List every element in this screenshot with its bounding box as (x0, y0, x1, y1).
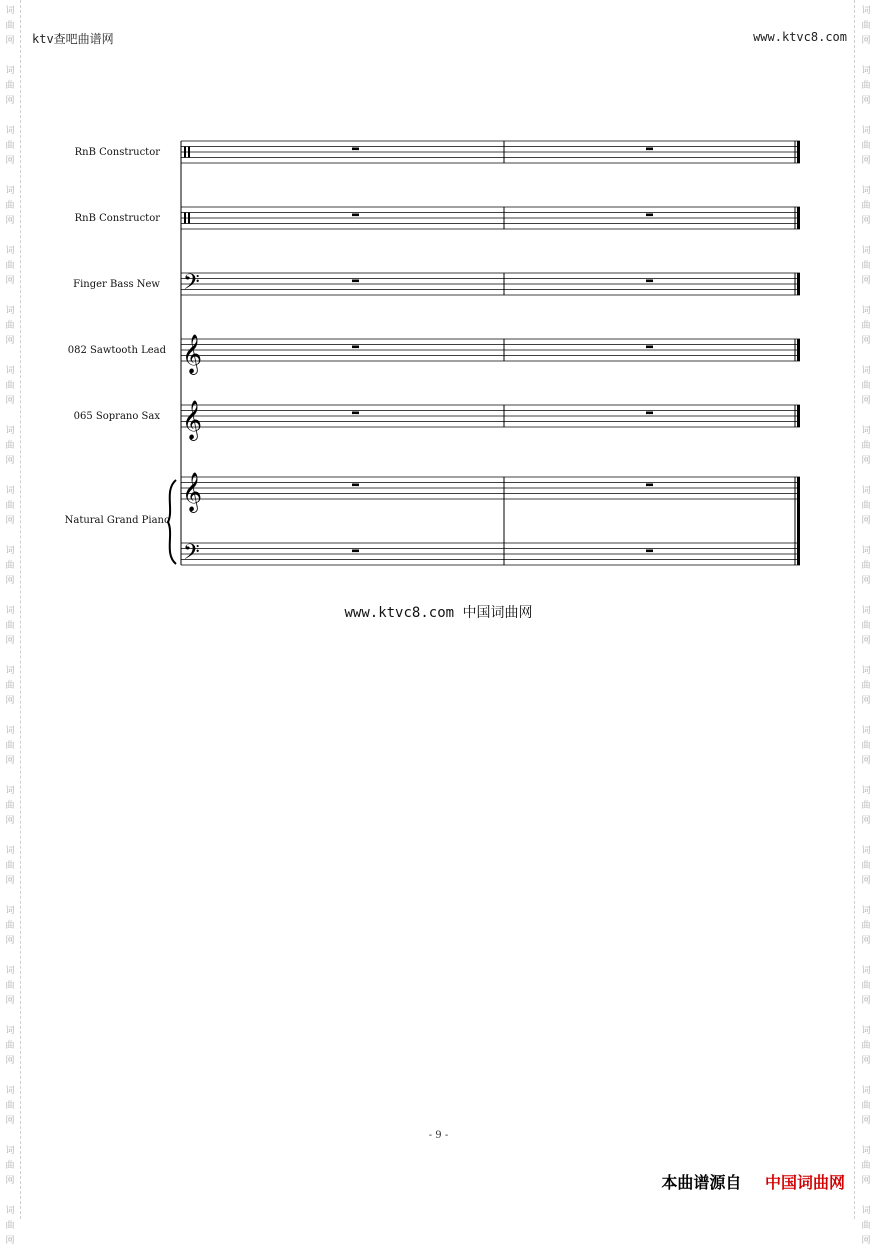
percussion-clef-icon (188, 147, 190, 158)
watermark-char: 曲 (5, 681, 15, 691)
watermark-char: 网 (861, 1236, 871, 1246)
whole-rest (352, 346, 359, 349)
final-barline-thick (797, 405, 800, 427)
whole-rest (352, 484, 359, 487)
watermark-char: 网 (861, 456, 871, 466)
watermark-char: 曲 (861, 981, 871, 991)
watermark-char: 词 (861, 186, 871, 196)
watermark-char: 词 (5, 1026, 15, 1036)
watermark-char: 网 (5, 636, 15, 646)
watermark-char: 网 (5, 396, 15, 406)
watermark-char: 词 (5, 966, 15, 976)
watermark-char: 曲 (5, 861, 15, 871)
whole-rest (352, 550, 359, 553)
watermark-char: 词 (5, 786, 15, 796)
watermark-char: 曲 (861, 1101, 871, 1111)
whole-rest (352, 214, 359, 217)
watermark-char: 曲 (5, 441, 15, 451)
watermark-char: 曲 (861, 621, 871, 631)
watermark-char: 词 (861, 786, 871, 796)
center-site-link[interactable]: www.ktvc8.com 中国词曲网 (344, 605, 533, 621)
watermark-char: 曲 (5, 741, 15, 751)
watermark-char: 词 (861, 966, 871, 976)
watermark-char: 网 (861, 1176, 871, 1186)
watermark-char: 网 (5, 216, 15, 226)
watermark-char: 网 (861, 756, 871, 766)
whole-rest (646, 148, 653, 151)
watermark-char: 词 (5, 1146, 15, 1156)
watermark-char: 曲 (861, 21, 871, 31)
whole-rest (646, 346, 653, 349)
footer-site-name[interactable]: 中国词曲网 (764, 1173, 845, 1192)
final-barline-thick (797, 141, 800, 163)
watermark-char: 曲 (861, 1221, 871, 1231)
watermark-char: 词 (5, 366, 15, 376)
watermark-char: 词 (5, 6, 15, 16)
watermark-char: 曲 (861, 81, 871, 91)
watermark-char: 网 (861, 576, 871, 586)
watermark-char: 曲 (5, 381, 15, 391)
instrument-label: Natural Grand Piano (64, 515, 170, 526)
watermark-char: 曲 (861, 321, 871, 331)
treble-clef-icon: 𝄞 (182, 334, 203, 374)
watermark-char: 网 (5, 816, 15, 826)
watermark-char: 网 (861, 276, 871, 286)
percussion-clef-icon (184, 213, 186, 224)
instrument-label: 065 Soprano Sax (73, 411, 160, 422)
watermark-char: 网 (5, 1236, 15, 1246)
instrument-label: 082 Sawtooth Lead (67, 345, 166, 356)
watermark-char: 曲 (5, 21, 15, 31)
watermark-char: 网 (861, 1056, 871, 1066)
whole-rest (646, 214, 653, 217)
footer-source-label: 本曲谱源自 (661, 1173, 742, 1192)
watermark-char: 词 (861, 6, 871, 16)
watermark-char: 词 (861, 1026, 871, 1036)
instrument-label: RnB Constructor (74, 213, 160, 224)
watermark-char: 词 (5, 726, 15, 736)
treble-clef-icon: 𝄞 (182, 400, 203, 440)
watermark-char: 曲 (861, 1161, 871, 1171)
watermark-char: 词 (5, 846, 15, 856)
watermark-char: 网 (5, 936, 15, 946)
watermark-char: 曲 (861, 381, 871, 391)
watermark-char: 词 (861, 666, 871, 676)
watermark-char: 网 (861, 696, 871, 706)
watermark-char: 曲 (5, 621, 15, 631)
watermark-char: 网 (5, 1176, 15, 1186)
watermark-char: 曲 (861, 261, 871, 271)
watermark-char: 网 (861, 396, 871, 406)
watermark-char: 曲 (5, 1161, 15, 1171)
final-barline-thick (797, 477, 800, 565)
watermark-char: 词 (5, 546, 15, 556)
watermark-char: 网 (5, 336, 15, 346)
watermark-char: 词 (5, 486, 15, 496)
watermark-char: 曲 (5, 801, 15, 811)
watermark-char: 曲 (861, 1041, 871, 1051)
watermark-char: 网 (861, 876, 871, 886)
whole-rest (646, 412, 653, 415)
piano-brace (168, 480, 176, 564)
watermark-char: 曲 (861, 201, 871, 211)
watermark-char: 曲 (861, 141, 871, 151)
watermark-char: 网 (861, 996, 871, 1006)
watermark-char: 词 (861, 66, 871, 76)
watermark-char: 网 (861, 36, 871, 46)
watermark-char: 网 (5, 36, 15, 46)
final-barline-thick (797, 207, 800, 229)
watermark-char: 网 (861, 636, 871, 646)
watermark-char: 网 (5, 696, 15, 706)
watermark-char: 网 (861, 336, 871, 346)
bass-clef-icon: 𝄢 (183, 270, 200, 300)
whole-rest (646, 550, 653, 553)
watermark-char: 网 (861, 816, 871, 826)
watermark-char: 网 (5, 756, 15, 766)
watermark-char: 曲 (5, 141, 15, 151)
watermark-char: 曲 (5, 1221, 15, 1231)
header-url: www.ktvc8.com (753, 30, 847, 44)
whole-rest (352, 280, 359, 283)
watermark-char: 词 (5, 426, 15, 436)
watermark-char: 词 (861, 726, 871, 736)
watermark-char: 网 (861, 96, 871, 106)
watermark-char: 曲 (5, 561, 15, 571)
watermark-char: 词 (861, 1146, 871, 1156)
watermark-char: 网 (5, 876, 15, 886)
watermark-char: 词 (5, 606, 15, 616)
treble-clef-icon: 𝄞 (182, 472, 203, 512)
watermark-char: 词 (5, 66, 15, 76)
watermark-char: 曲 (5, 981, 15, 991)
watermark-char: 网 (861, 1116, 871, 1126)
watermark-char: 词 (861, 306, 871, 316)
watermark-char: 曲 (5, 921, 15, 931)
watermark-char: 网 (5, 276, 15, 286)
watermark-char: 网 (861, 936, 871, 946)
watermark-char: 词 (861, 366, 871, 376)
watermark-char: 网 (5, 516, 15, 526)
watermark-char: 词 (861, 906, 871, 916)
final-barline-thick (797, 273, 800, 295)
watermark-char: 网 (5, 1056, 15, 1066)
watermark-char: 词 (5, 1206, 15, 1216)
bass-clef-icon: 𝄢 (183, 540, 200, 570)
watermark-char: 曲 (5, 501, 15, 511)
watermark-char: 词 (861, 1086, 871, 1096)
watermark-char: 词 (5, 306, 15, 316)
watermark-char: 词 (861, 546, 871, 556)
percussion-clef-icon (184, 147, 186, 158)
watermark-char: 词 (5, 666, 15, 676)
watermark-char: 曲 (5, 1041, 15, 1051)
watermark-char: 曲 (5, 321, 15, 331)
watermark-char: 网 (5, 576, 15, 586)
watermark-char: 网 (5, 156, 15, 166)
instrument-label: Finger Bass New (73, 279, 160, 290)
watermark-char: 曲 (861, 921, 871, 931)
watermark-char: 曲 (861, 741, 871, 751)
watermark-char: 词 (861, 246, 871, 256)
page-number: - 9 - (428, 1130, 449, 1141)
watermark-char: 曲 (861, 441, 871, 451)
watermark-char: 词 (5, 246, 15, 256)
watermark-char: 曲 (5, 261, 15, 271)
watermark-char: 曲 (5, 201, 15, 211)
watermark-char: 网 (5, 1116, 15, 1126)
watermark-char: 词 (5, 906, 15, 916)
watermark-char: 词 (861, 606, 871, 616)
watermark-char: 网 (5, 96, 15, 106)
watermark-char: 词 (5, 126, 15, 136)
whole-rest (646, 280, 653, 283)
watermark-char: 曲 (861, 561, 871, 571)
whole-rest (352, 148, 359, 151)
watermark-char: 网 (861, 156, 871, 166)
watermark-char: 词 (861, 126, 871, 136)
watermark-char: 词 (861, 1206, 871, 1216)
watermark-char: 网 (861, 216, 871, 226)
percussion-clef-icon (188, 213, 190, 224)
whole-rest (646, 484, 653, 487)
watermark-char: 曲 (861, 681, 871, 691)
footer-source (661, 1170, 845, 1193)
watermark-char: 词 (861, 486, 871, 496)
header-site-name: ktv查吧曲谱网 (32, 32, 114, 46)
watermark-char: 曲 (861, 501, 871, 511)
watermark-char: 词 (5, 1086, 15, 1096)
watermark-char: 曲 (861, 801, 871, 811)
watermark-char: 网 (5, 996, 15, 1006)
watermark-char: 曲 (5, 81, 15, 91)
instrument-label: RnB Constructor (74, 147, 160, 158)
whole-rest (352, 412, 359, 415)
watermark-char: 网 (861, 516, 871, 526)
watermark-char: 网 (5, 456, 15, 466)
watermark-char: 词 (5, 186, 15, 196)
watermark-char: 曲 (5, 1101, 15, 1111)
watermark-char: 词 (861, 426, 871, 436)
final-barline-thick (797, 339, 800, 361)
watermark-char: 曲 (861, 861, 871, 871)
watermark-char: 词 (861, 846, 871, 856)
